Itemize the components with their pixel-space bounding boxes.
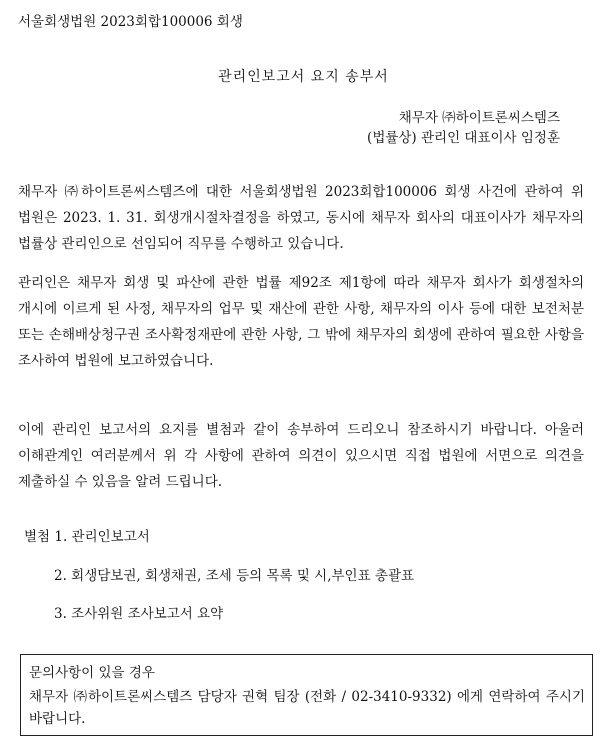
attachment-item: 3. 조사위원 조사보고서 요약 bbox=[54, 606, 224, 622]
contact-box bbox=[20, 654, 593, 736]
contact-heading: 문의사항이 있을 경우 bbox=[29, 665, 155, 681]
attachment-item: 별첨 1. 관리인보고서 bbox=[24, 529, 150, 545]
document-title: 관리인보고서 요지 송부서 bbox=[218, 69, 389, 85]
body-paragraph: 이에 관리인 보고서의 요지를 별첨과 같이 송부하여 드리오니 참조하시기 바랍니다. 아울러 이해관계인 여러분께서 위 각 사항에 관하여 의견이 있으시면 직접 법원에 서면으로 의견을 제출하실 수 있음을 알려 드립니다. bbox=[18, 422, 584, 490]
manager-line: (법률상) 관리인 대표이사 임정훈 bbox=[367, 130, 560, 146]
debtor-name: 채무자 ㈜하이트론씨스템즈 bbox=[398, 110, 560, 126]
body-paragraph: 관리인은 채무자 회생 및 파산에 관한 법률 제92조 제1항에 따라 채무자 회사가 회생절차의 개시에 이르게 된 사정, 채무자의 업무 및 재산에 관한 사항, 채무자의 이사 등에 대한 보전처분 또는 손해배상청구권 조사확정재판에 관한 사항, 그 밖에 채무자의 회생에 관하여 필요한 사항을 조사하여 법원에 보고하였습니다. bbox=[18, 275, 584, 369]
attachment-item: 2. 회생담보권, 회생채권, 조세 등의 목록 및 시,부인표 총괄표 bbox=[54, 568, 415, 584]
contact-body: 채무자 ㈜하이트론씨스템즈 담당자 권혁 팀장 (전화 / 02-3410-9332) 에게 연락하여 주시기 바랍니다. bbox=[29, 689, 585, 727]
body-paragraph: 채무자 ㈜하이트론씨스템즈에 대한 서울회생법원 2023회합100006 회생 사건에 관하여 위 법원은 2023. 1. 31. 회생개시절차결정을 하였고, 동시에 채무자 회사의 대표이사가 채무자의 법률상 관리인으로 선임되어 직무를 수행하고 있습니다. bbox=[18, 184, 584, 252]
case-number-line: 서울회생법원 2023회합100006 회생 bbox=[18, 14, 243, 30]
